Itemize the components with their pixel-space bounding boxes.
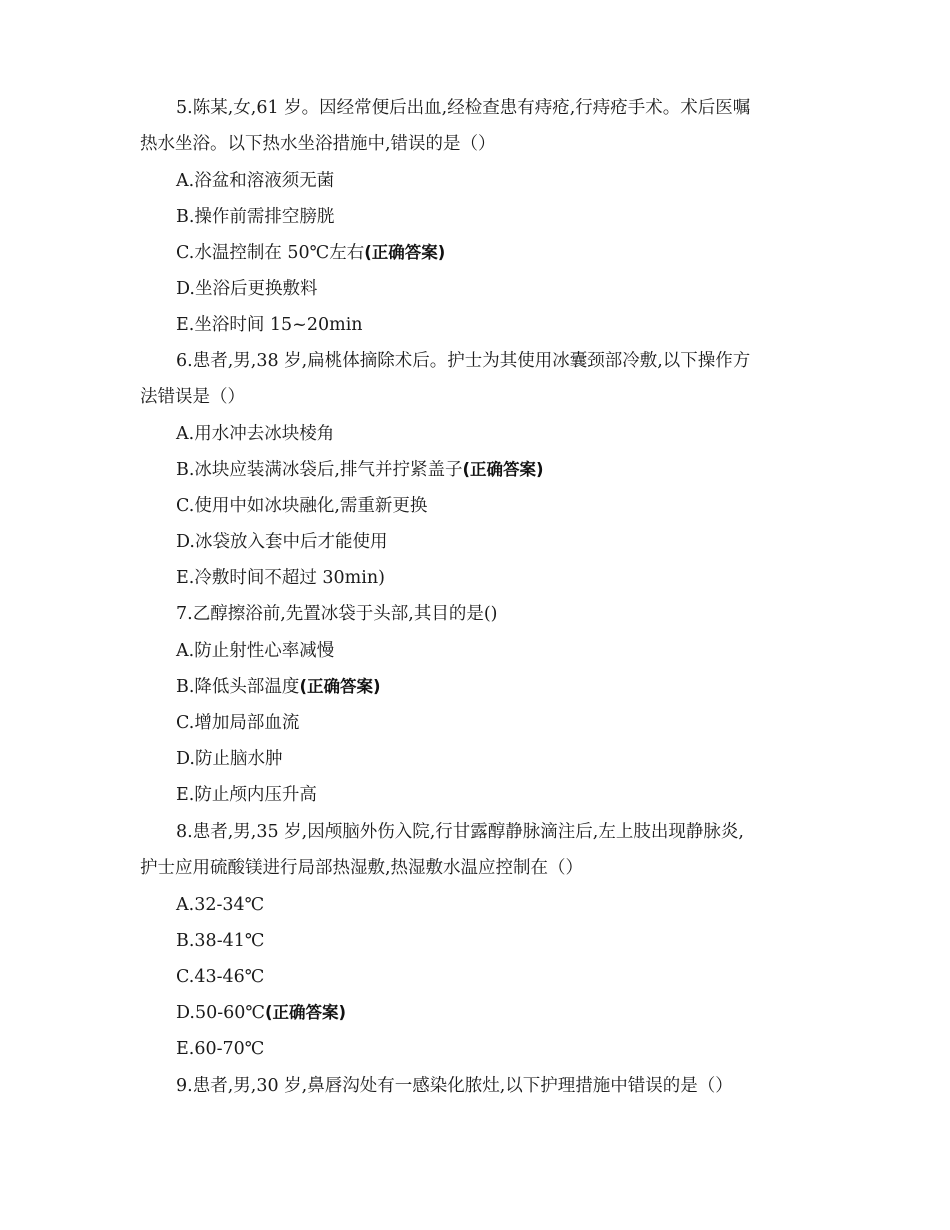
correct-answer-mark: (正确答案): [299, 677, 381, 696]
question-6-option-b: B.冰块应装满冰袋后,排气并拧紧盖子(正确答案): [176, 460, 544, 480]
question-7-stem-line-1: 7.乙醇擦浴前,先置冰袋于头部,其目的是(): [176, 604, 498, 624]
correct-answer-mark: (正确答案): [265, 1003, 347, 1022]
question-6-stem-line-2: 法错误是（）: [140, 387, 245, 407]
correct-answer-mark: (正确答案): [364, 243, 446, 262]
question-5-option-e: E.坐浴时间 15~20min: [176, 315, 363, 335]
question-5-stem-line-1: 5.陈某,女,61 岁。因经常便后出血,经检查患有痔疮,行痔疮手术。术后医嘱: [176, 98, 751, 118]
question-5-option-c: C.水温控制在 50℃左右(正确答案): [176, 243, 446, 263]
question-5-option-d: D.坐浴后更换敷料: [176, 279, 318, 299]
question-5-option-b: B.操作前需排空膀胱: [176, 207, 335, 227]
question-8-option-d: D.50-60℃(正确答案): [176, 1003, 347, 1023]
question-7-option-a: A.防止射性心率减慢: [176, 641, 335, 661]
question-9-stem-line-1: 9.患者,男,30 岁,鼻唇沟处有一感染化脓灶,以下护理措施中错误的是（）: [176, 1076, 733, 1096]
question-7-option-e: E.防止颅内压升高: [176, 785, 317, 805]
question-8-option-a: A.32-34℃: [176, 895, 265, 915]
correct-answer-mark: (正确答案): [462, 460, 544, 479]
question-6-option-a: A.用水冲去冰块棱角: [176, 424, 335, 444]
question-7-option-b: B.降低头部温度(正确答案): [176, 677, 381, 697]
question-8-stem-line-2: 护士应用硫酸镁进行局部热湿敷,热湿敷水温应控制在（）: [140, 858, 584, 878]
question-7-option-d: D.防止脑水肿: [176, 749, 283, 769]
question-6-stem-line-1: 6.患者,男,38 岁,扁桃体摘除术后。护士为其使用冰囊颈部冷敷,以下操作方: [176, 351, 751, 371]
question-8-stem-line-1: 8.患者,男,35 岁,因颅脑外伤入院,行甘露醇静脉滴注后,左上肢出现静脉炎,: [176, 822, 744, 842]
question-5-option-a: A.浴盆和溶液须无菌: [176, 171, 335, 191]
question-6-option-e: E.冷敷时间不超过 30min): [176, 568, 385, 588]
question-8-option-e: E.60-70℃: [176, 1039, 265, 1059]
question-8-option-c: C.43-46℃: [176, 967, 265, 987]
question-7-option-c: C.增加局部血流: [176, 713, 300, 733]
question-6-option-d: D.冰袋放入套中后才能使用: [176, 532, 388, 552]
question-5-stem-line-2: 热水坐浴。以下热水坐浴措施中,错误的是（）: [140, 134, 496, 154]
question-6-option-c: C.使用中如冰块融化,需重新更换: [176, 496, 428, 516]
question-8-option-b: B.38-41℃: [176, 931, 265, 951]
